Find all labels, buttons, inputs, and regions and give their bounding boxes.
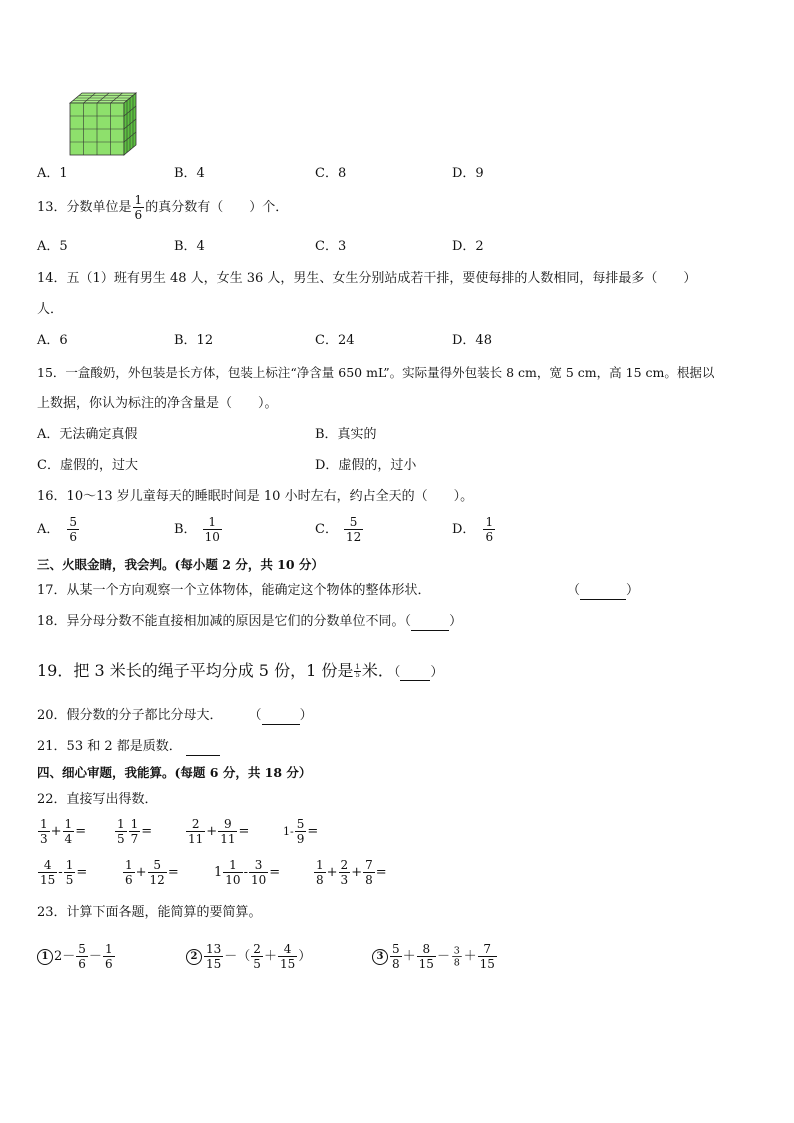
q13-option-c[interactable]: C．3 bbox=[315, 239, 347, 254]
circled-number-2: 2 bbox=[186, 949, 202, 965]
circled-number-1: 1 bbox=[37, 949, 53, 965]
q22-item-4: 1- $\frac{5}{9}$ = bbox=[283, 817, 319, 846]
q17-answer-blank[interactable]: （ ） bbox=[567, 583, 640, 598]
q22-item-1: $\frac{1}{3}$ + $\frac{1}{4}$ = bbox=[40, 817, 87, 846]
q14-option-c[interactable]: C．24 bbox=[315, 333, 355, 348]
q15-stem-line2: 上数据，你认为标注的净含量是（ ）。 bbox=[37, 396, 278, 411]
q14-option-a[interactable]: A．6 bbox=[37, 333, 68, 348]
q21-answer-blank[interactable] bbox=[186, 739, 220, 756]
q14-option-d[interactable]: D．48 bbox=[452, 333, 492, 348]
q13-fraction: $\frac{1}{6}$ bbox=[134, 193, 143, 222]
q19-fraction: $\frac{1}{5}$ bbox=[355, 663, 360, 679]
q14-stem-line2: 人． bbox=[37, 302, 64, 317]
q16-option-a[interactable]: A． $\frac{5}{6}$ bbox=[37, 515, 78, 544]
q12-option-d[interactable]: D．9 bbox=[452, 166, 484, 181]
q22-item-2: $\frac{1}{5}$ $\frac{1}{7}$ = bbox=[117, 817, 153, 846]
q15-option-b[interactable]: B．真实的 bbox=[315, 427, 377, 442]
q13-prefix: 13．分数单位是 bbox=[37, 200, 132, 215]
q23-expr-3: 3 $\frac{5}{8}$ ＋ $\frac{8}{15}$ － $\frac{3}{8}$ ＋ $\frac{7}{15}$ bbox=[372, 943, 498, 970]
q23-expr-1: 1 2－ $\frac{5}{6}$ － $\frac{1}{6}$ bbox=[37, 943, 116, 970]
q13-option-d[interactable]: D．2 bbox=[452, 239, 484, 254]
q14-option-b[interactable]: B．12 bbox=[174, 333, 214, 348]
q21-stem: 21．53 和 2 都是质数． bbox=[37, 739, 220, 756]
q12-option-c[interactable]: C．8 bbox=[315, 166, 347, 181]
q15-option-a[interactable]: A．无法确定真假 bbox=[37, 427, 138, 442]
q13-option-b[interactable]: B．4 bbox=[174, 239, 205, 254]
cube-illustration bbox=[66, 91, 138, 157]
section4-title: 四、细心审题，我能算。(每题 6 分，共 18 分） bbox=[37, 765, 312, 780]
section3-title: 三、火眼金睛，我会判。(每小题 2 分，共 10 分） bbox=[37, 557, 324, 572]
q22-stem: 22．直接写出得数． bbox=[37, 792, 158, 807]
q15-stem-line1: 15．一盒酸奶，外包装是长方体，包装上标注“净含量 650 mL”。实际量得外包装长 8 cm，宽 5 cm，高 15 cm。根据以 bbox=[37, 365, 715, 380]
q22-item-3: $\frac{2}{11}$ + $\frac{9}{11}$ = bbox=[188, 817, 250, 846]
q19-stem: 19．把 3 米长的绳子平均分成 5 份，1 份是 $\frac{1}{5}$ 米．（ ） bbox=[37, 661, 444, 680]
q22-item-5: $\frac{4}{15}$ - $\frac{1}{5}$ = bbox=[40, 858, 88, 887]
q23-expr-2: 2 $\frac{13}{15}$ －（ $\frac{2}{5}$ ＋ $\frac{4}{15}$ ） bbox=[186, 943, 311, 970]
q16-option-c[interactable]: C． $\frac{5}{12}$ bbox=[315, 515, 362, 544]
q18-stem: 18．异分母分数不能直接相加减的原因是它们的分数单位不同。（ ） bbox=[37, 614, 463, 629]
q17-stem: 17．从某一个方向观察一个立体物体，能确定这个物体的整体形状． bbox=[37, 583, 431, 598]
q16-stem: 16．10～13 岁儿童每天的睡眠时间是 10 小时左右，约占全天的（ ）。 bbox=[37, 489, 474, 504]
q12-option-b[interactable]: B．4 bbox=[174, 166, 205, 181]
q14-stem-line1: 14．五（1）班有男生 48 人，女生 36 人，男生、女生分别站成若干排，要使每排的人数相同，每排最多（ ） bbox=[37, 271, 697, 286]
q13-option-a[interactable]: A．5 bbox=[37, 239, 68, 254]
q18-answer-blank[interactable]: （ ） bbox=[404, 614, 463, 629]
q13-suffix: 的真分数有（ ）个． bbox=[145, 200, 289, 215]
circled-number-3: 3 bbox=[372, 949, 388, 965]
q22-item-8: $\frac{1}{8}$ + $\frac{2}{3}$ + $\frac{7}{8}$ = bbox=[316, 858, 387, 887]
q15-option-c[interactable]: C．虚假的，过大 bbox=[37, 458, 138, 473]
q19-answer-blank[interactable]: （ ） bbox=[393, 665, 444, 680]
q22-item-6: $\frac{1}{6}$ + $\frac{5}{12}$ = bbox=[125, 858, 179, 887]
q20-answer-blank[interactable]: （ ） bbox=[248, 708, 313, 723]
q22-item-7: 1 $\frac{1}{10}$ - $\frac{3}{10}$ = bbox=[214, 858, 281, 887]
q15-option-d[interactable]: D．虚假的，过小 bbox=[315, 458, 417, 473]
q12-option-a[interactable]: A．1 bbox=[37, 166, 68, 181]
q16-option-b[interactable]: B． $\frac{1}{10}$ bbox=[174, 515, 220, 544]
q20-stem: 20．假分数的分子都比分母大． （ ） bbox=[37, 708, 313, 723]
q16-option-d[interactable]: D． $\frac{1}{6}$ bbox=[452, 515, 494, 544]
q13-stem bbox=[37, 194, 288, 221]
q23-stem: 23．计算下面各题，能简算的要简算。 bbox=[37, 905, 262, 920]
